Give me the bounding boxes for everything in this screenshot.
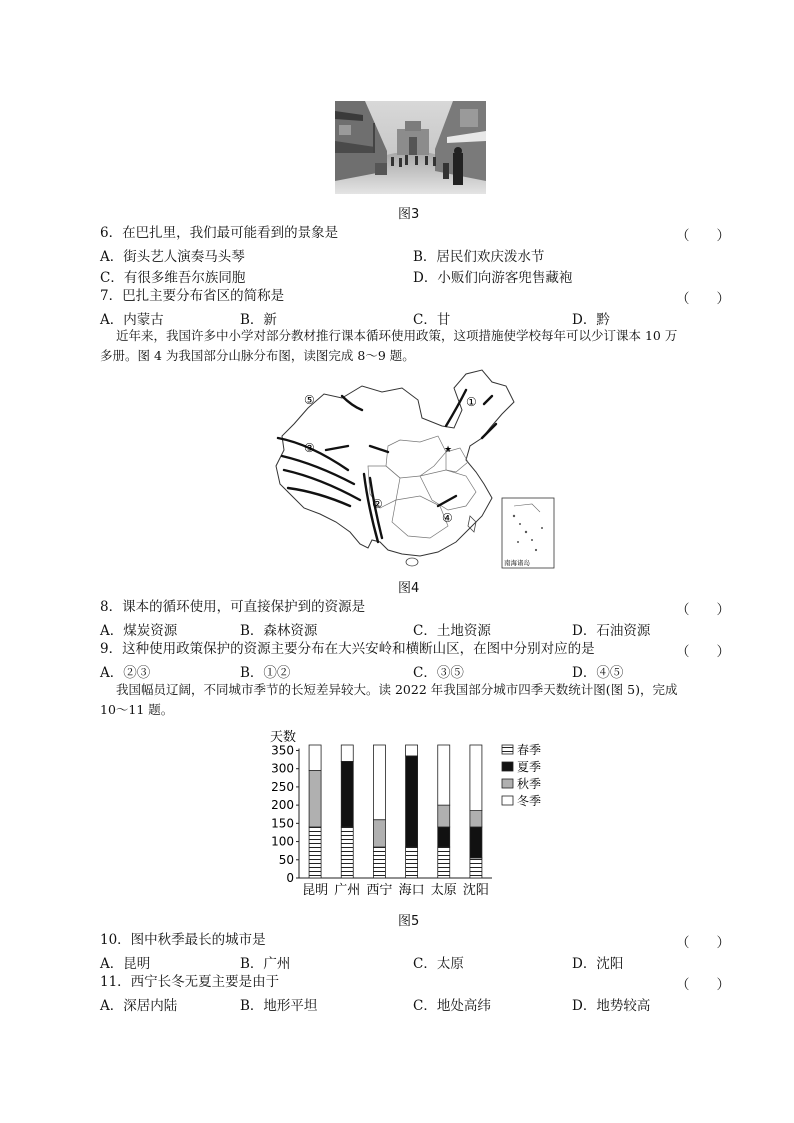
marker-5: ⑤	[304, 393, 315, 407]
question-7-option-b[interactable]: B．新	[240, 312, 277, 328]
bar-春季-广州	[341, 827, 353, 878]
figure5-chart	[262, 727, 562, 899]
y-tick-label: 100	[271, 834, 294, 849]
x-tick-label: 西宁	[366, 883, 393, 898]
capital-star-icon: ★	[444, 445, 453, 455]
figure5-caption: 图5	[398, 914, 420, 929]
question-11-option-b[interactable]: B．地形平坦	[240, 998, 318, 1014]
question-6-stem: 6．在巴扎里，我们最可能看到的景象是	[100, 225, 339, 241]
bar-夏季-太原	[438, 827, 450, 847]
question-6-option-c[interactable]: C．有很多维吾尔族同胞	[100, 270, 246, 286]
question-8-option-a[interactable]: A．煤炭资源	[100, 623, 178, 639]
y-tick-label: 150	[271, 816, 294, 831]
question-7-answer-bracket[interactable]: （ ）	[676, 291, 730, 307]
question-8-option-c[interactable]: C．土地资源	[413, 623, 491, 639]
question-7-option-d[interactable]: D．黔	[572, 312, 610, 328]
question-7-stem: 7．巴扎主要分布省区的简称是	[100, 288, 285, 304]
question-10-option-a[interactable]: A．昆明	[100, 956, 151, 972]
figure4-caption: 图4	[398, 581, 420, 596]
season-days-chart	[262, 727, 562, 899]
question-10-option-b[interactable]: B．广州	[240, 956, 291, 972]
bar-春季-海口	[406, 847, 418, 878]
passage-2-line-1: 我国幅员辽阔，不同城市季节的长短差异较大。读 2022 年我国部分城市四季天数统计图(图 5)，完成	[116, 682, 678, 697]
figure4-map	[270, 366, 558, 574]
question-8-option-d[interactable]: D．石油资源	[572, 623, 651, 639]
bar-冬季-沈阳	[470, 745, 482, 811]
inset-label: 南海诸岛	[504, 559, 530, 567]
legend-label: 夏季	[517, 760, 542, 774]
question-9-option-d[interactable]: D．④⑤	[572, 665, 624, 681]
y-tick-label: 0	[286, 871, 294, 885]
bar-冬季-西宁	[373, 745, 385, 820]
question-7-option-c[interactable]: C．甘	[413, 312, 451, 328]
bar-春季-沈阳	[470, 858, 482, 878]
mountain-range-1	[446, 390, 466, 426]
passage-1-line-2: 多册。图 4 为我国部分山脉分布图，读图完成 8～9 题。	[100, 348, 415, 363]
y-tick-label: 300	[271, 761, 294, 776]
marker-3: ③	[304, 441, 315, 455]
question-8-answer-bracket[interactable]: （ ）	[676, 602, 730, 618]
y-tick-label: 200	[271, 798, 294, 813]
legend-label: 冬季	[517, 794, 542, 808]
bar-冬季-海口	[406, 745, 418, 756]
bar-冬季-太原	[438, 745, 450, 805]
question-8-stem: 8．课本的循环使用，可直接保护到的资源是	[100, 599, 366, 615]
mountain-range-4	[438, 496, 456, 506]
passage-1-line-1: 近年来，我国许多中小学对部分教材推行课本循环使用政策，这项措施使学校每年可以少订课本 10 万	[116, 328, 678, 343]
question-9-stem: 9．这种使用政策保护的资源主要分布在大兴安岭和横断山区，在图中分别对应的是	[100, 641, 595, 657]
bar-冬季-昆明	[309, 745, 321, 771]
bar-春季-西宁	[373, 847, 385, 878]
legend-swatch	[502, 779, 513, 788]
bar-夏季-海口	[406, 756, 418, 847]
bar-夏季-广州	[341, 761, 353, 827]
bar-春季-太原	[438, 847, 450, 878]
question-11-option-a[interactable]: A．深居内陆	[100, 998, 178, 1014]
legend-swatch	[502, 796, 513, 805]
y-tick-label: 50	[278, 852, 294, 867]
figure3-caption: 图3	[398, 207, 420, 222]
y-tick-label: 250	[271, 779, 294, 794]
question-11-answer-bracket[interactable]: （ ）	[676, 977, 730, 993]
x-tick-label: 太原	[430, 883, 457, 898]
mountain-range-5	[342, 396, 362, 410]
y-tick-label: 350	[271, 743, 294, 758]
question-9-option-c[interactable]: C．③⑤	[413, 665, 464, 681]
question-11-option-c[interactable]: C．地处高纬	[413, 998, 491, 1014]
question-9-option-b[interactable]: B．①②	[240, 665, 291, 681]
legend-label: 秋季	[517, 777, 542, 791]
question-8-option-b[interactable]: B．森林资源	[240, 623, 318, 639]
x-tick-label: 昆明	[302, 883, 329, 898]
legend-swatch	[502, 762, 513, 771]
question-11-option-d[interactable]: D．地势较高	[572, 998, 651, 1014]
question-6-option-d[interactable]: D．小贩们向游客兜售藏袍	[413, 270, 573, 286]
question-6-option-a[interactable]: A．街头艺人演奏马头琴	[100, 249, 245, 265]
x-tick-label: 广州	[334, 883, 361, 898]
bar-秋季-沈阳	[470, 811, 482, 827]
x-tick-label: 沈阳	[462, 883, 489, 898]
question-11-stem: 11．西宁长冬无夏主要是由于	[100, 974, 280, 990]
question-6-option-b[interactable]: B．居民们欢庆泼水节	[413, 249, 545, 265]
x-tick-label: 海口	[398, 883, 425, 898]
question-10-option-c[interactable]: C．太原	[413, 956, 464, 972]
south-china-sea-inset	[502, 498, 554, 568]
legend-label: 春季	[517, 743, 542, 757]
bar-秋季-太原	[438, 805, 450, 827]
bar-秋季-昆明	[309, 771, 321, 827]
marker-1: ①	[466, 395, 477, 409]
bar-春季-昆明	[309, 827, 321, 878]
question-10-option-d[interactable]: D．沈阳	[572, 956, 624, 972]
marker-2: ②	[372, 497, 383, 511]
question-10-stem: 10．图中秋季最长的城市是	[100, 932, 266, 948]
bar-夏季-沈阳	[470, 827, 482, 858]
bazaar-street-photo	[335, 101, 486, 194]
bar-冬季-广州	[341, 745, 353, 761]
legend-swatch	[502, 745, 513, 754]
y-axis-label: 天数	[270, 730, 297, 745]
question-10-answer-bracket[interactable]: （ ）	[676, 935, 730, 951]
question-9-answer-bracket[interactable]: （ ）	[676, 644, 730, 660]
question-7-option-a[interactable]: A．内蒙古	[100, 312, 164, 328]
bar-秋季-西宁	[373, 820, 385, 847]
marker-4: ④	[442, 511, 453, 525]
passage-2-line-2: 10～11 题。	[100, 702, 174, 717]
question-6-answer-bracket[interactable]: （ ）	[676, 228, 730, 244]
figure3-photo	[335, 101, 486, 194]
question-9-option-a[interactable]: A．②③	[100, 665, 151, 681]
china-mountains-map	[270, 366, 558, 574]
